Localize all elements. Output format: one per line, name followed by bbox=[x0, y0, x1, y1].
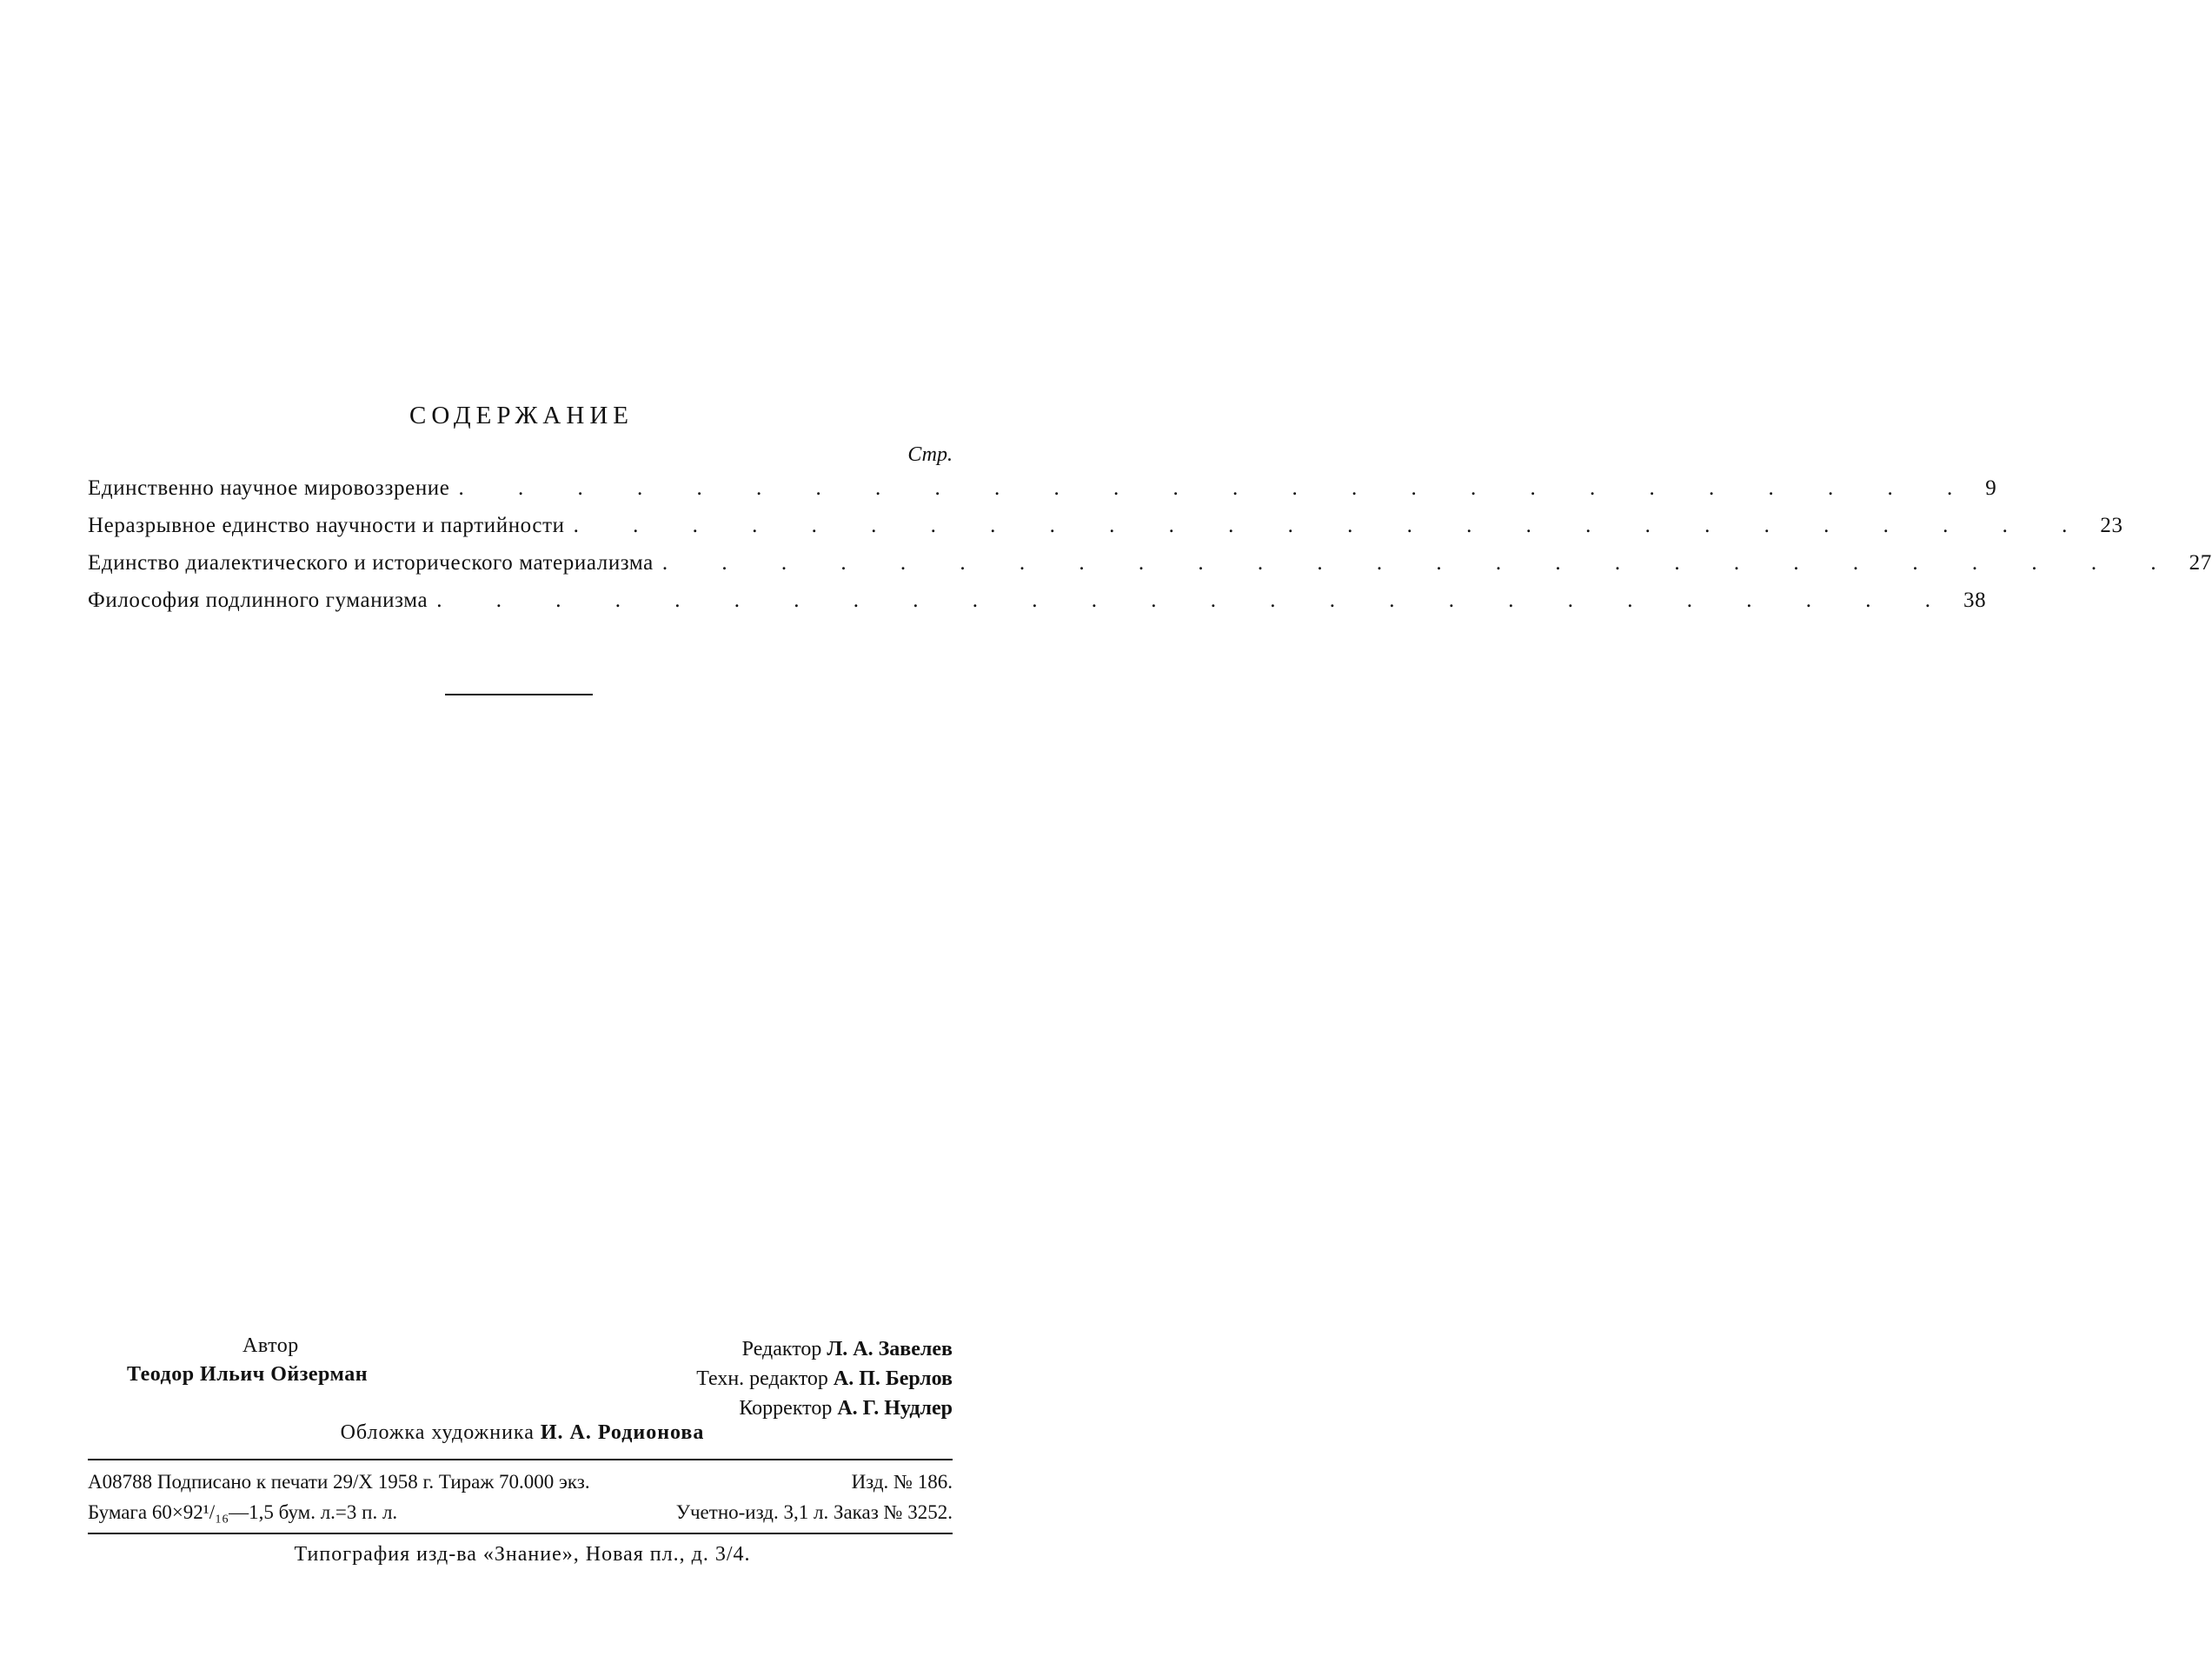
toc-entry bbox=[88, 514, 2123, 551]
imprint-rule-top bbox=[88, 1459, 953, 1460]
toc-entry-title: Философия подлинного гуманизма bbox=[88, 589, 428, 612]
toc-entry bbox=[88, 476, 1997, 514]
toc-leader-dots: . . . . . . . . . . . . . . . . . . . . . . . . . . bbox=[458, 476, 1977, 500]
credit-name: А. П. Берлов bbox=[833, 1367, 953, 1390]
toc-entry bbox=[88, 551, 2212, 589]
printer-line: Типография изд-ва «Знание», Новая пл., д. 3/4. bbox=[294, 1543, 751, 1566]
toc-list bbox=[88, 476, 2212, 626]
print-details-right: Учетно-изд. 3,1 л. Заказ № 3252. bbox=[675, 1501, 953, 1523]
print-details-left: Бумага 60×92¹/₁₆—1,5 бум. л.=3 п. л. bbox=[88, 1501, 398, 1523]
toc-entry-page: 38 bbox=[1963, 589, 1987, 612]
print-details-line-2 bbox=[88, 1498, 953, 1527]
credit-tech-editor bbox=[696, 1364, 953, 1394]
toc-entry-page: 23 bbox=[2100, 514, 2123, 537]
credit-name: Л. А. Завелев bbox=[827, 1338, 953, 1360]
toc-leader-dots: . . . . . . . . . . . . . . . . . . . . . . . . . . bbox=[573, 514, 2092, 537]
imprint-rule-bottom bbox=[88, 1533, 953, 1534]
toc-leader-dots: . . . . . . . . . . . . . . . . . . . . . . . . . . bbox=[436, 589, 1955, 612]
print-details-left: А08788 Подписано к печати 29/X 1958 г. Тираж 70.000 экз. bbox=[88, 1471, 590, 1493]
toc-page-column-header: Стр. bbox=[907, 443, 953, 466]
credit-proofreader bbox=[696, 1394, 953, 1423]
toc-entry bbox=[88, 589, 1987, 626]
credit-name: А. Г. Нудлер bbox=[837, 1397, 953, 1420]
credit-role: Редактор bbox=[741, 1338, 822, 1360]
cover-artist-role: Обложка художника bbox=[340, 1421, 535, 1444]
cover-artist-name: И. А. Родионова bbox=[540, 1421, 705, 1444]
toc-entry-title: Неразрывное единство научности и партийности bbox=[88, 514, 565, 537]
toc-leader-dots: . . . . . . . . . . . . . . . . . . . . . . . . . . bbox=[661, 551, 2181, 575]
credit-editor bbox=[696, 1334, 953, 1364]
toc-entry-page: 27 bbox=[2189, 551, 2212, 575]
print-details-line-1 bbox=[88, 1467, 953, 1497]
credit-role: Техн. редактор bbox=[696, 1367, 828, 1390]
print-details-right: Изд. № 186. bbox=[851, 1471, 953, 1493]
toc-entry-title: Единственно научное мировоззрение bbox=[88, 476, 450, 500]
toc-entry-page: 9 bbox=[1985, 476, 1997, 500]
toc-entry-title: Единство диалектического и исторического материализма bbox=[88, 551, 654, 575]
credits-list bbox=[696, 1334, 953, 1423]
section-divider bbox=[445, 694, 593, 695]
cover-artist-line bbox=[88, 1421, 957, 1445]
author-label: Автор bbox=[242, 1334, 299, 1357]
toc-title: СОДЕРЖАНИЕ bbox=[409, 402, 634, 429]
author-name: Теодор Ильич Ойзерман bbox=[127, 1363, 369, 1386]
credit-role: Корректор bbox=[739, 1397, 833, 1420]
